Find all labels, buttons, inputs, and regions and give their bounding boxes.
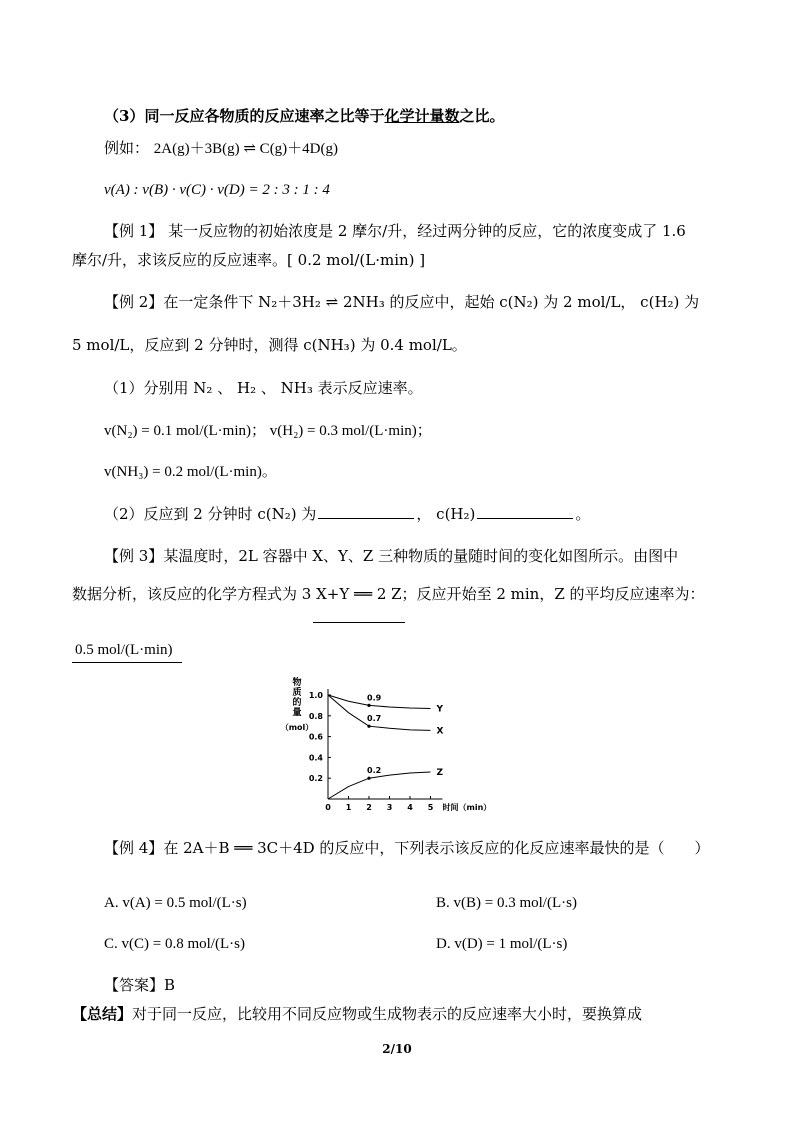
summary-tag: 【总结】: [72, 1005, 133, 1023]
data-point-x: [367, 725, 370, 728]
series-name-y: Y: [436, 704, 444, 715]
ex3-tag: 【例 3】: [104, 547, 164, 565]
x-tick-label: 0: [325, 803, 331, 812]
ex1-line1: [104, 221, 686, 241]
section-3-text-c: 之比。: [459, 107, 505, 125]
ex3-answer: 0.5 mol/(L·min): [75, 642, 173, 658]
ex2-answer-1b: v(NH₃) = 0.2 mol/(L·min)。: [104, 464, 277, 480]
ex4-tag: 【例 4】: [104, 839, 164, 857]
y-tick-label: 1.0: [308, 691, 323, 700]
ex3-line2: 数据分析，该反应的化学方程式为 3 X+Y ══ 2 Z；反应开始至 2 min，Z 的平均反应速率为：: [72, 585, 705, 603]
ex4-option-c: C. v(C) = 0.8 mol/(L·s): [104, 936, 245, 952]
x-axis-label: 时间（min）: [442, 803, 492, 812]
ex3-blank-line: [313, 622, 405, 623]
series-name-x: X: [436, 726, 444, 737]
amount-vs-time-chart: [280, 673, 511, 818]
ex4-option-d: D. v(D) = 1 mol/(L·s): [436, 936, 568, 952]
section-3-keyword: 化学计量数: [384, 107, 460, 125]
ex2-answer-1a: v(N₂) = 0.1 mol/(L·min)； v(H₂) = 0.3 mol/(L·min)；: [104, 423, 432, 439]
data-point-y: [367, 704, 370, 707]
y-tick-label: 0.2: [308, 774, 323, 784]
ex2-question-1: （1）分别用 N₂ 、 H₂ 、 NH₃ 表示反应速率。: [104, 379, 423, 397]
y-tick-label: 0.8: [308, 711, 323, 721]
summary-text: 对于同一反应，比较用不同反应物或生成物表示的反应速率大小时，要换算成: [132, 1005, 643, 1023]
y-axis-label-char: 质: [292, 688, 302, 698]
section-3-text-a: 同一反应各物质的反应速率之比等于: [144, 107, 385, 125]
section-3-prefix: （3）: [104, 107, 145, 125]
ex4-option-a: A. v(A) = 0.5 mol/(L·s): [104, 895, 247, 911]
ex2-q2-text-c: 。: [575, 505, 591, 523]
section-3-heading: [104, 106, 504, 126]
ex1-line2: 摩尔/升，求该反应的反应速率。[ 0.2 mol/(L·min) ]: [72, 251, 426, 269]
ex2-line1: [104, 292, 699, 312]
ex2-q2-text-b: ， c(H₂): [416, 505, 476, 523]
ex3-line1: [104, 546, 678, 566]
rate-ratio: v(A) : v(B) · v(C) · v(D) = 2 : 3 : 1 : 4: [104, 182, 330, 198]
page-number: 2/10: [382, 1042, 412, 1056]
summary-line: [72, 1004, 642, 1024]
example-equation: 2A(g)＋3B(g) ⇌ C(g)＋4D(g): [153, 141, 339, 157]
data-point-z: [367, 777, 370, 780]
example-line: [104, 138, 338, 159]
blank-cN2: [318, 504, 414, 519]
series-name-z: Z: [436, 767, 444, 778]
ex4-option-b: B. v(B) = 0.3 mol/(L·s): [436, 895, 577, 911]
ex2-q2-text-a: （2）反应到 2 分钟时 c(N₂) 为: [104, 505, 317, 523]
ex2-line2: 5 mol/L，反应到 2 分钟时，测得 c(NH₃) 为 0.4 mol/L。: [72, 336, 467, 354]
y-axis-label-char: 的: [292, 698, 302, 708]
ex3-answer-underline: [72, 662, 182, 663]
data-label-z: 0.2: [367, 766, 382, 776]
answer-line: 【答案】B: [104, 976, 176, 994]
ex2-text1: 在一定条件下 N₂＋3H₂ ⇌ 2NH₃ 的反应中，起始 c(N₂) 为 2 mol/L， c(H₂) 为: [163, 293, 700, 311]
y-axis-unit: （mol）: [280, 723, 314, 732]
ex4-text: 在 2A＋B ══ 3C＋4D 的反应中，下列表示该反应的化反应速率最快的是（ ）: [163, 839, 710, 857]
data-label-y: 0.9: [367, 693, 382, 703]
blank-cH2: [477, 504, 573, 519]
x-tick-label: 3: [386, 803, 393, 812]
x-tick-label: 2: [366, 803, 372, 812]
ex3-text1: 某温度时，2L 容器中 X、Y、Z 三种物质的量随时间的变化如图所示。由图中: [163, 547, 679, 565]
series-line-z: [328, 772, 431, 799]
ex1-tag: 【例 1】: [104, 222, 164, 240]
x-tick-label: 5: [427, 803, 434, 812]
y-axis-label-char: 物: [292, 678, 302, 688]
y-tick-label: 0.6: [308, 732, 323, 742]
ex4-line: [104, 838, 709, 858]
y-tick-label: 0.4: [308, 753, 323, 763]
ex2-tag: 【例 2】: [104, 293, 164, 311]
x-tick-label: 1: [345, 803, 352, 812]
ex2-question-2: [104, 504, 590, 524]
ex1-text1: 某一反应物的初始浓度是 2 摩尔/升，经过两分钟的反应，它的浓度变成了 1.6: [163, 222, 686, 240]
y-axis-label-char: 量: [292, 708, 302, 718]
example-intro: 例如：: [104, 139, 150, 157]
x-tick-label: 4: [407, 803, 413, 812]
data-label-x: 0.7: [367, 714, 382, 724]
